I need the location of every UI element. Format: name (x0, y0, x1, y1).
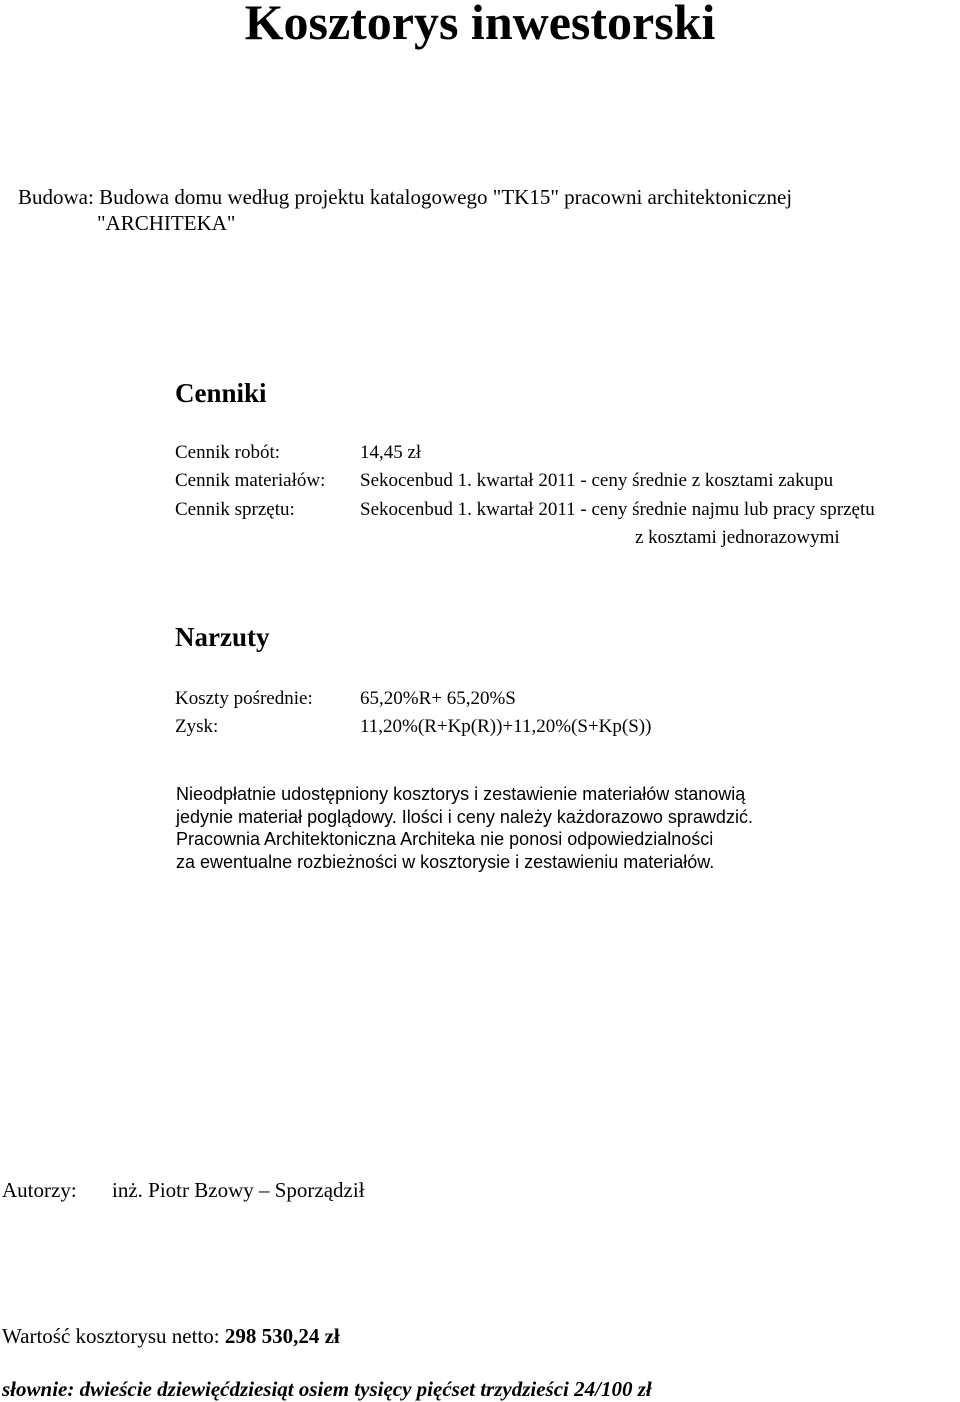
cennik-robot-label: Cennik robót: (175, 442, 281, 463)
cennik-sprzetu-value: Sekocenbud 1. kwartał 2011 - ceny średnie najmu lub pracy sprzętu (360, 499, 875, 520)
budowa-line-1: Budowa: Budowa domu według projektu katalogowego "TK15" pracowni architektonicznej (18, 185, 793, 209)
cennik-sprzetu-label: Cennik sprzętu: (175, 499, 295, 520)
cenniki-heading: Cenniki (175, 378, 267, 408)
cennik-materialow-label: Cennik materiałów: (175, 470, 326, 491)
cennik-sprzetu-value-continued: z kosztami jednorazowymi (635, 527, 840, 548)
wartosc-value: 298 530,24 zł (224, 1324, 340, 1348)
autorzy-value: inż. Piotr Bzowy – Sporządził (112, 1178, 365, 1202)
disclaimer-line-2: jedynie materiał poglądowy. Ilości i ceny należy każdorazowo sprawdzić. (176, 806, 753, 827)
narzuty-heading: Narzuty (175, 622, 270, 652)
cennik-robot-value: 14,45 zł (360, 442, 422, 463)
disclaimer-line-1: Nieodpłatnie udostępniony kosztorys i zestawienie materiałów stanowią (176, 784, 746, 804)
koszty-posrednie-value: 65,20%R+ 65,20%S (360, 688, 516, 709)
autorzy-row (2, 1177, 365, 1203)
disclaimer-line-3: Pracownia Architektoniczna Architeka nie ponosi odpowiedzialności (176, 829, 714, 849)
slownie-line: słownie: dwieście dziewięćdziesiąt osiem tysięcy pięćset trzydzieści 24/100 zł (2, 1377, 652, 1401)
wartosc-label: Wartość kosztorysu netto: (2, 1324, 225, 1348)
disclaimer-line-4: za ewentualne rozbieżności w kosztorysie i zestawieniu materiałów. (176, 851, 715, 872)
zysk-value: 11,20%(R+Kp(R))+11,20%(S+Kp(S)) (360, 716, 652, 737)
disclaimer-note (176, 783, 753, 873)
cennik-materialow-value: Sekocenbud 1. kwartał 2011 - ceny średnie z kosztami zakupu (360, 470, 834, 491)
koszty-posrednie-label: Koszty pośrednie: (175, 688, 313, 709)
page-title: Kosztorys inwestorski (244, 0, 716, 50)
budowa-line-2: "ARCHITEKA" (97, 211, 236, 235)
zysk-label: Zysk: (175, 716, 219, 737)
wartosc-row (2, 1323, 340, 1349)
autorzy-label: Autorzy: (2, 1178, 77, 1202)
